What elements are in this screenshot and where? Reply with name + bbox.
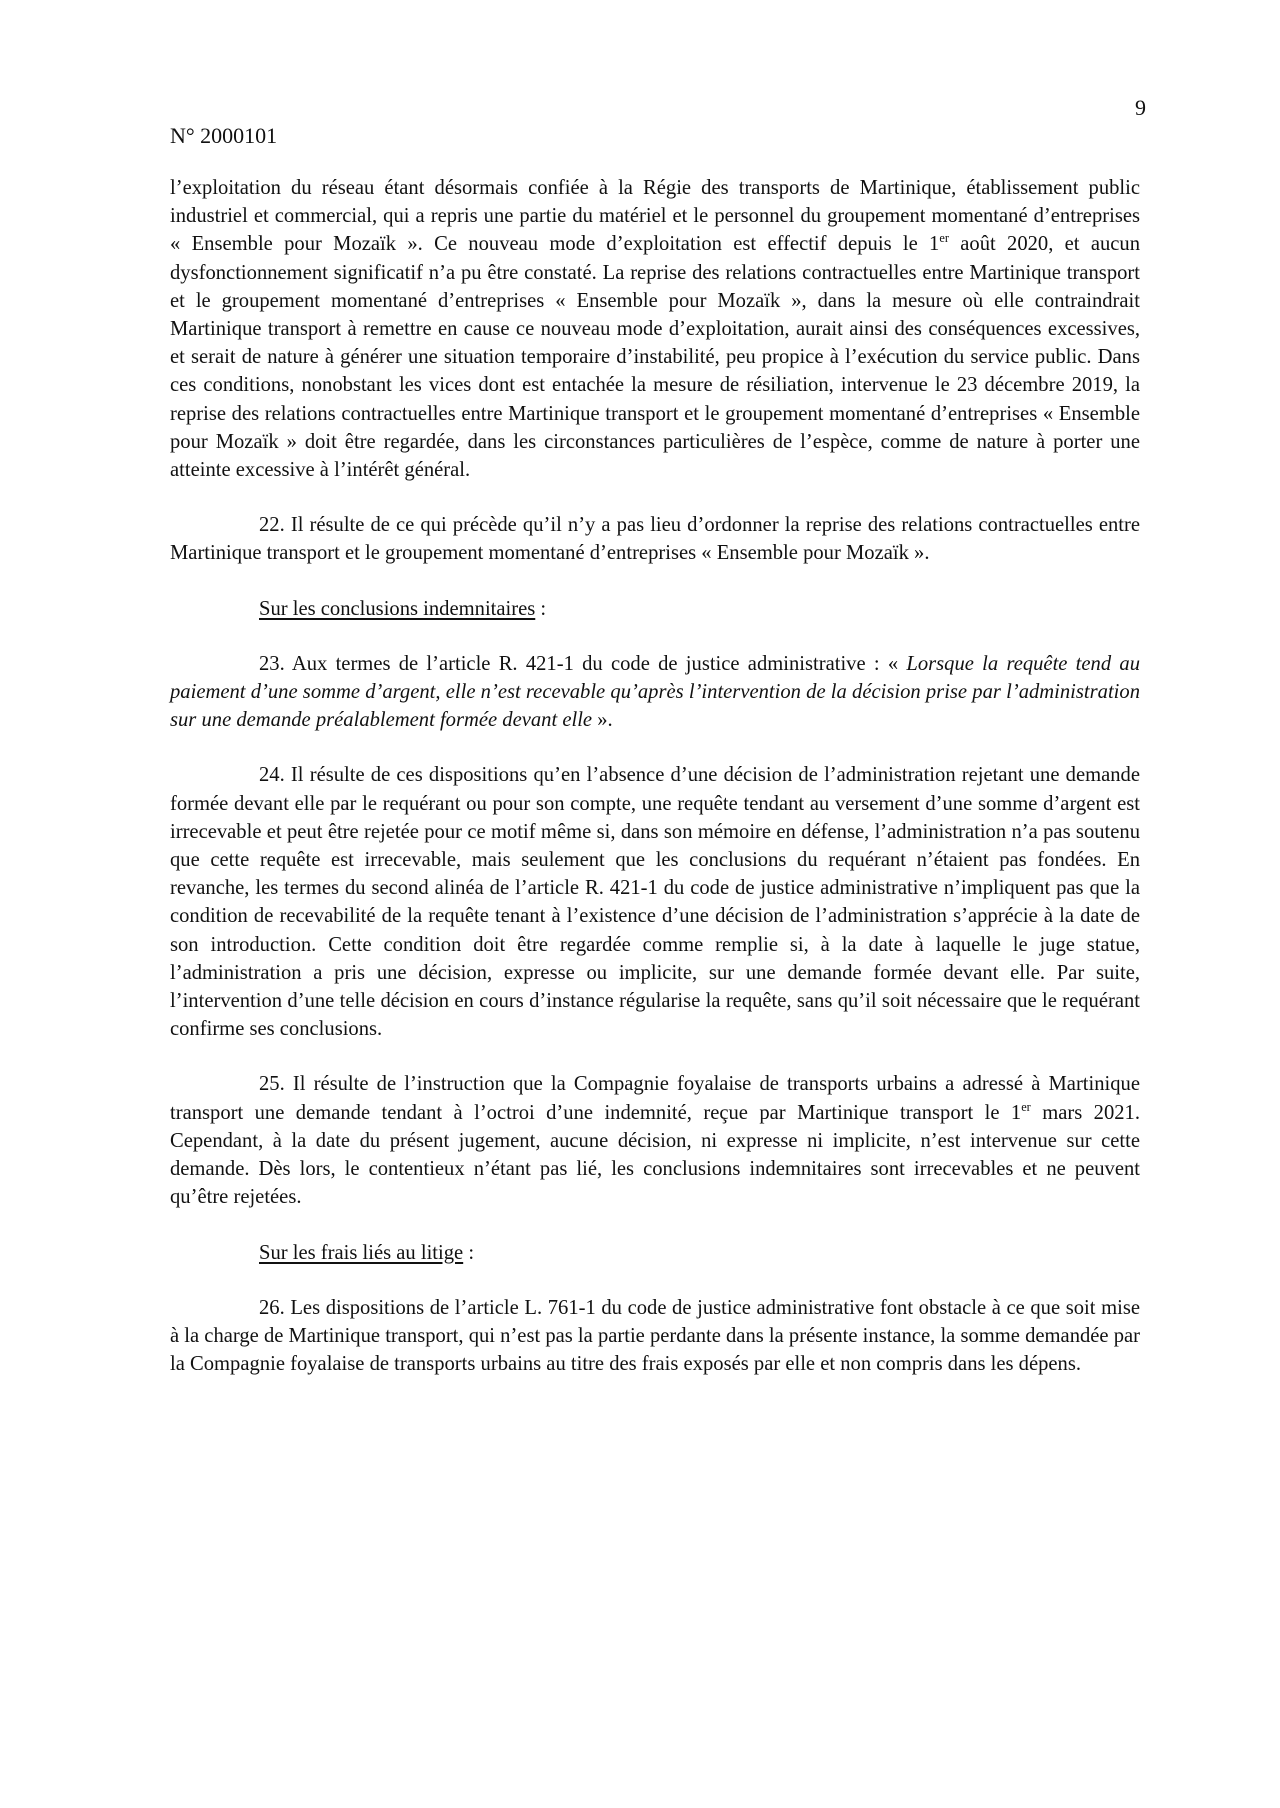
paragraph-24: 24. Il résulte de ces dispositions qu’en l’absence d’une décision de l’administration rejetant une demande formée devant elle par le requérant ou pour son compte, une requête tendant au versement d’une somme d’argent est irrecevable et peut être rejetée pour ce motif même si, dans son mémoire en défense, l’administration n’a pas soutenu que cette requête est irrecevable, mais seulement que les conclusions du requérant n’étaient pas fondées. En revanche, les termes du second alinéa de l’article R. 421-1 du code de justice administrative n’impliquent pas que la condition de recevabilité de la requête tenant à l’existence d’une décision de l’administration s’apprécie à la date de son introduction. Cette condition doit être regardée comme remplie si, à la date à laquelle le juge statue, l’administration a pris une décision, expresse ou implicite, sur une demande formée devant elle. Par suite, l’intervention d’une telle décision en cours d’instance régularise la requête, sans qu’il soit nécessaire que le requérant confirme ses conclusions.: [170, 764, 1140, 1041]
paragraph-23: [170, 650, 1140, 735]
paragraph-text: ».: [592, 709, 613, 732]
paragraph-25: [170, 1070, 1140, 1211]
superscript: er: [1021, 1099, 1031, 1114]
paragraph-text: l’exploitation du réseau étant désormais confiée à la Régie des transports de Martinique, établissement public industriel et commercial, qui a repris une partie du matériel et le personnel du groupement momentané d’entreprises « Ensemble pour Mozaïk ». Ce nouveau mode d’exploitation est effectif depuis le 1: [170, 177, 1140, 256]
case-number: N° 2000101: [170, 123, 278, 148]
heading-suffix: :: [463, 1241, 475, 1264]
quoted-article-text: Lorsque la requête tend au paiement d’une somme d’argent, elle n’est recevable qu’après l’intervention de la décision prise par l’administration sur une demande préalablement formée devant elle: [170, 652, 1140, 732]
document-body: [170, 174, 1140, 1405]
paragraph-22: 22. Il résulte de ce qui précède qu’il n’y a pas lieu d’ordonner la reprise des relations contractuelles entre Martinique transport et le groupement momentané d’entreprises « Ensemble pour Mozaïk ».: [170, 514, 1140, 565]
paragraph-text: août 2020, et aucun dysfonctionnement significatif n’a pu être constaté. La reprise des relations contractuelles entre Martinique transport et le groupement momentané d’entreprises « Ensemble pour Mozaïk », dans la mesure où elle contraindrait Martinique transport à remettre en cause ce nouveau mode d’exploitation, aurait ainsi des conséquences excessives, et serait de nature à générer une situation temporaire d’instabilité, peu propice à l’exécution du service public. Dans ces conditions, nonobstant les vices dont est entachée la mesure de résiliation, intervenue le 23 décembre 2019, la reprise des relations contractuelles entre Martinique transport et le groupement momentané d’entreprises « Ensemble pour Mozaïk » doit être regardée, dans les circonstances particulières de l’espèce, comme de nature à porter une atteinte excessive à l’intérêt général.: [170, 233, 1141, 482]
page-number: 9: [1135, 95, 1146, 120]
paragraph-text: 23. Aux termes de l’article R. 421-1 du code de justice administrative : «: [259, 652, 907, 675]
paragraph-21-continuation: [170, 174, 1140, 484]
paragraph-text: mars 2021. Cependant, à la date du présent jugement, aucune décision, ni expresse ni implicite, n’est intervenue sur cette demande. Dès lors, le contentieux n’étant pas lié, les conclusions indemnitaires sont irrecevables et ne peuvent qu’être rejetées.: [170, 1101, 1140, 1209]
paragraph-26: 26. Les dispositions de l’article L. 761-1 du code de justice administrative font obstacle à ce que soit mise à la charge de Martinique transport, qui n’est pas la partie perdante dans la présente instance, la somme demandée par la Compagnie foyalaise de transports urbains au titre des frais exposés par elle et non compris dans les dépens.: [170, 1296, 1141, 1376]
heading-text: Sur les conclusions indemnitaires: [259, 597, 536, 620]
paragraph-text: 25. Il résulte de l’instruction que la Compagnie foyalaise de transports urbains a adressé à Martinique transport une demande tendant à l’octroi d’une indemnité, reçue par Martinique transport le 1: [170, 1073, 1140, 1124]
superscript: er: [939, 231, 949, 246]
section-heading-frais: [259, 1239, 1140, 1267]
heading-suffix: :: [535, 597, 547, 620]
section-heading-indemnitaires: [259, 595, 1140, 623]
heading-text: Sur les frais liés au litige: [259, 1241, 464, 1264]
